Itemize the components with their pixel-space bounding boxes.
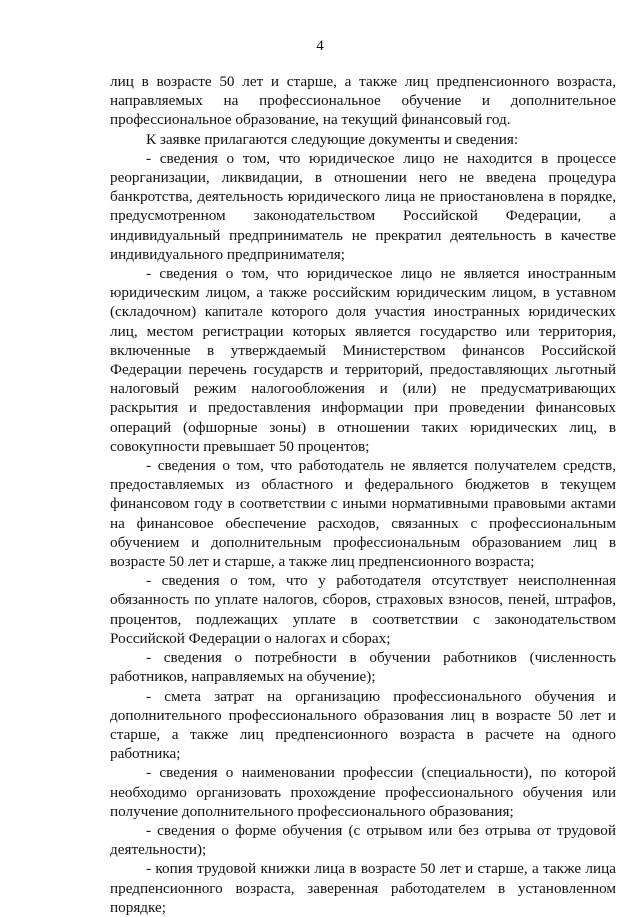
list-item-budget-funds: - сведения о том, что работодатель не является получателем средств, предоставляемых из областного и федерального бюджетов в текущем финансовом году в соответствии с иными нормативными правовыми актами на финансовое обеспечение расходов, связанных с профессиональным обучением и дополнительным профессиональным образованием лиц в возрасте 50 лет и старше, а также лиц предпенсионного возраста; bbox=[110, 457, 616, 571]
paragraph-attachments-heading: К заявке прилагаются следующие документы и сведения: bbox=[146, 130, 519, 148]
paragraph-intro-continuation: лиц в возрасте 50 лет и старше, а также лиц предпенсионного возраста, направляемых на профессиональное обучение и дополнительное профессиональное образование, на текущий финансовый год. bbox=[110, 73, 616, 129]
list-item-study-form: - сведения о форме обучения (с отрывом или без отрыва от трудовой деятельности); bbox=[110, 821, 616, 859]
list-item-employment-record: - копия трудовой книжки лица в возрасте 50 лет и старше, а также лица предпенсионного возраста, заверенная работодателем в установленном порядке; bbox=[110, 860, 616, 916]
list-item-foreign-entity: - сведения о том, что юридическое лицо не является иностранным юридическим лицом, а также российским юридическим лицом, в уставном (складочном) капитале которого доля участия иностранных юридических лиц, местом регистрации которых является государство или территория, включенные в утверждаемый Министерством финансов Российской Федерации перечень государств и территорий, предоставляющих льготный налоговый режим налогообложения и (или) не предусматривающих раскрытия и предоставления информации при проведении финансовых операций (офшорные зоны) в отношении таких юридических лиц, в совокупности превышает 50 процентов; bbox=[110, 265, 616, 455]
list-item-profession: - сведения о наименовании профессии (специальности), по которой необходимо организовать прохождение профессионального обучения или получение дополнительного профессионального образования; bbox=[110, 764, 616, 820]
document-body bbox=[110, 72, 616, 917]
list-item-tax-obligations: - сведения о том, что у работодателя отсутствует неисполненная обязанность по уплате налогов, сборов, страховых взносов, пеней, штрафов, процентов, подлежащих уплате в соответствии с законодательством Российской Федерации о налогах и сборах; bbox=[110, 572, 616, 647]
page-number: 4 bbox=[316, 38, 324, 54]
list-item-cost-estimate: - смета затрат на организацию профессионального обучения и дополнительного профессионального образования лиц в возрасте 50 лет и старше, а также лиц предпенсионного возраста в расчете на одного работника; bbox=[110, 687, 616, 763]
list-item-reorganization: - сведения о том, что юридическое лицо не находится в процессе реорганизации, ликвидации, в отношении него не введена процедура банкротства, деятельность юридического лица не приостановлена в порядке, предусмотренном законодательством Российской Федерации, а индивидуальный предприниматель не прекратил деятельность в качестве индивидуального предпринимателя; bbox=[110, 149, 616, 263]
list-item-training-need: - сведения о потребности в обучении работников (численность работников, направляемых на обучение); bbox=[110, 649, 616, 686]
